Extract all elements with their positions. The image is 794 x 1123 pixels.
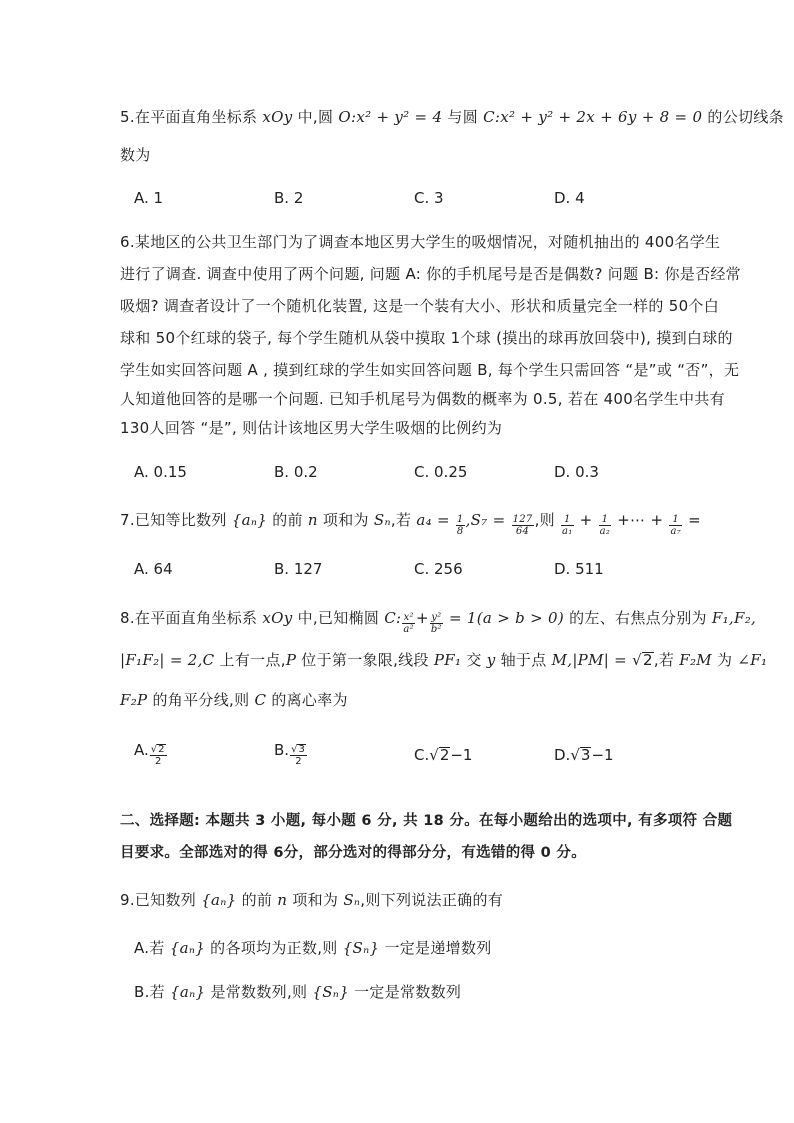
q8-opt-a-fraction [150,744,167,767]
q5-line-2: 数为 [120,146,151,164]
q6-line-5: 学生如实回答问题 A , 摸到红球的学生如实回答问题 B, 每个学生只需回答 “是”或 “否”，无 [120,361,740,379]
q6-option-a: A. 0.15 [134,463,187,481]
q8-opt-d-radicand: 3 [580,746,591,764]
q7-s7: ,S₇ = [465,511,506,529]
q8-l2a: |F₁F₂| = 2, [120,651,203,669]
q8-l2o: 为 [717,651,733,669]
q7-fraction-127-64 [512,514,534,537]
section-2-header-line-1: 二、选择题: 本题共 3 小题, 每小题 6 分, 共 18 分。在每小题给出的选项中, 有多项符 合题 [120,813,733,829]
q9-opt-b-4: {Sₙ} [312,983,350,1001]
q8-option-b [274,740,308,767]
q9-sequence: {aₙ} [201,891,237,909]
q8-ellipse-c: C: [384,609,402,627]
q8-opt-b-label: B. [274,741,290,759]
q6-option-c: C. 0.25 [414,463,468,481]
q9-opt-b-2: {aₙ} [170,983,206,1001]
q8-option-d [554,745,614,765]
q7-f2-den: 64 [515,526,530,537]
q5-option-c: C. 3 [414,189,444,207]
q7-f2-num: 127 [512,514,533,525]
q5-circle-o: O [338,108,351,126]
q8-fraction-y [430,612,443,635]
q8-condition: = 1(a > b > 0) [448,609,565,627]
q5-option-b: B. 2 [274,189,304,207]
q5-equation-2: :x² + y² + 2x + 6y + 8 = 0 [494,108,703,126]
q9-opt-b-3: 是常数数列,则 [210,983,308,1001]
q7-plus: + [579,511,593,529]
q9-suffix: ,则下列说法正确的有 [360,891,504,909]
q5-option-a: A. 1 [134,189,164,207]
q7-term-2 [599,514,612,537]
q7-mid2: 项和为 [322,511,369,529]
q8-l2g: 交 [466,651,482,669]
q8-foci: F₁,F₂, [711,609,757,627]
q9-sn: Sₙ [343,891,361,909]
q9-option-b [134,982,461,1002]
q7-term-1 [561,514,574,537]
q6-line-7: 130人回答 “是”, 则估计该地区男大学生吸烟的比例约为 [120,419,503,437]
q7-fraction-1-8 [456,514,465,537]
q8-l2p: ∠F₁ [737,651,768,669]
q9-n: n [277,891,288,909]
q9-line-1 [120,890,503,910]
section-2-header-line-2: 目要求。全部选对的得 6分，部分选对的得部分分，有选错的得 0 分。 [120,845,587,861]
q5-equation-1: :x² + y² = 4 [350,108,443,126]
q8-opt-c-tail: −1 [450,746,473,764]
q7-t3-den: a₇ [670,526,682,537]
q7-equals: = [688,511,701,529]
q5-prefix: 5.在平面直角坐标系 [120,108,258,126]
q7-mid1: 的前 [272,511,303,529]
q8-l2f: PF₁ [433,651,462,669]
q8-opt-b-root: √ [291,744,298,755]
q8-radical-sign: √ [632,651,642,669]
q9-opt-a-1: A.若 [134,939,165,957]
q6-option-d: D. 0.3 [554,463,599,481]
q9-option-a [134,938,492,958]
q7-t1-num: 1 [561,514,574,526]
q8-opt-b-den: 2 [295,756,302,767]
q5-suffix: 的公切线条 [707,108,784,126]
q8-x-num: x² [403,612,414,623]
q8-opt-b-radicand: 3 [298,744,305,755]
q9-opt-b-1: B.若 [134,983,165,1001]
q7-t2-den: a₂ [599,526,611,537]
q8-opt-b-fraction [290,744,307,767]
q9-mid1: 的前 [241,891,273,909]
q7-t3-num: 1 [669,514,682,526]
q8-opt-a-den: 2 [154,756,162,767]
q6-line-2: 进行了调查. 调查中使用了两个问题, 问题 A: 你的手机尾号是否是偶数? 问题 B: 你是否经常 [120,265,741,283]
q8-l2c: 上有一点, [219,651,286,669]
q7-f1-den: 8 [456,526,464,537]
q8-l2b: C [202,651,215,669]
q7-t2-num: 1 [599,514,612,526]
q8-option-a [134,740,168,767]
q8-l2d: P [285,651,297,669]
q7-prefix: 7.已知等比数列 [120,511,227,529]
q8-l2h: y [486,651,496,669]
q5-line-1 [120,107,784,127]
q8-option-c [414,745,472,765]
q7-sn: Sₙ [373,511,391,529]
q9-opt-a-3: 的各项均为正数,则 [210,939,338,957]
q8-y-den: b² [430,624,442,635]
q9-prefix: 9.已知数列 [120,891,197,909]
q8-opt-b-num [290,744,307,756]
q7-n: n [307,511,318,529]
q8-l3c: C [254,691,267,709]
q5-mid1: 中,圆 [297,108,334,126]
q8-l2i: 轴于点 [500,651,547,669]
q8-line-2 [120,650,767,670]
q7-a4: a₄ = [416,511,450,529]
q6-line-3: 吸烟? 调查者设计了一个随机化装置, 这是一个装有大小、形状和质量完全一样的 50个白 [120,297,720,315]
q7-dots: +⋯ + [617,511,664,529]
q8-opt-c-label: C. [414,746,430,764]
q5-coord-system: xOy [262,108,293,126]
q7-f1-num: 1 [456,514,464,525]
q7-term-7 [669,514,682,537]
q8-opt-a-root: √ [150,744,158,755]
q6-line-6: 人知道他回答的是哪一个问题. 已知手机尾号为偶数的概率为 0.5, 若在 400名学生中共有 [120,390,725,408]
q8-opt-d-label: D. [554,746,571,764]
q8-l3a: F₂P [120,691,148,709]
q8-plus: + [415,609,429,627]
q8-opt-c-root: √ [429,746,439,764]
q8-y-num: y² [431,612,442,623]
q8-opt-a-num [150,744,167,756]
q9-opt-a-4: {Sₙ} [342,939,380,957]
q8-line-3 [120,690,348,710]
q8-l2n: F₂M [679,651,712,669]
q5-mid2: 与圆 [447,108,479,126]
q8-opt-a-radicand: 2 [158,744,165,755]
q8-opt-c-radicand: 2 [439,746,450,764]
q7-option-a: A. 64 [134,560,173,578]
q8-l2m: ,若 [653,651,675,669]
q8-l3b: 的角平分线,则 [152,691,250,709]
q6-line-1: 6.某地区的公共卫生部门为了调查本地区男大学生的吸烟情况，对随机抽出的 400名学生 [120,233,721,251]
q9-mid2: 项和为 [292,891,339,909]
q8-radicand: 2 [642,651,653,669]
q9-opt-a-5: 一定是递增数列 [384,939,492,957]
q6-line-4: 球和 50个红球的袋子, 每个学生随机从袋中摸取 1个球 (摸出的球再放回袋中), 摸到白球的 [120,329,733,347]
q8-opt-d-tail: −1 [591,746,614,764]
q8-l2j: M,|PM| = [551,651,628,669]
q8-l3d: 的离心率为 [271,691,348,709]
q9-opt-b-5: 一定是常数数列 [354,983,462,1001]
q8-x-den: a² [403,624,414,635]
q7-option-d: D. 511 [554,560,604,578]
q7-option-b: B. 127 [274,560,323,578]
q8-coord-system: xOy [262,609,293,627]
q8-l2e: 位于第一象限,线段 [301,651,429,669]
q7-t1-den: a₁ [562,526,573,537]
q8-suffix: 的左、右焦点分别为 [569,609,707,627]
q8-mid1: 中,已知椭圆 [297,609,380,627]
q7-sequence: {aₙ} [231,511,268,529]
q7-mid3: ,若 [390,511,412,529]
q8-opt-a-label: A. [134,741,149,759]
q7-option-c: C. 256 [414,560,463,578]
q6-option-b: B. 0.2 [274,463,318,481]
q8-prefix: 8.在平面直角坐标系 [120,609,258,627]
q8-line-1 [120,608,756,635]
q8-fraction-x [402,612,415,635]
q8-opt-d-root: √ [570,746,580,764]
q5-circle-c: C [483,108,495,126]
q7-line-1 [120,510,701,537]
q5-option-d: D. 4 [554,189,585,207]
q7-mid4: ,则 [534,511,555,529]
q9-opt-a-2: {aₙ} [169,939,206,957]
